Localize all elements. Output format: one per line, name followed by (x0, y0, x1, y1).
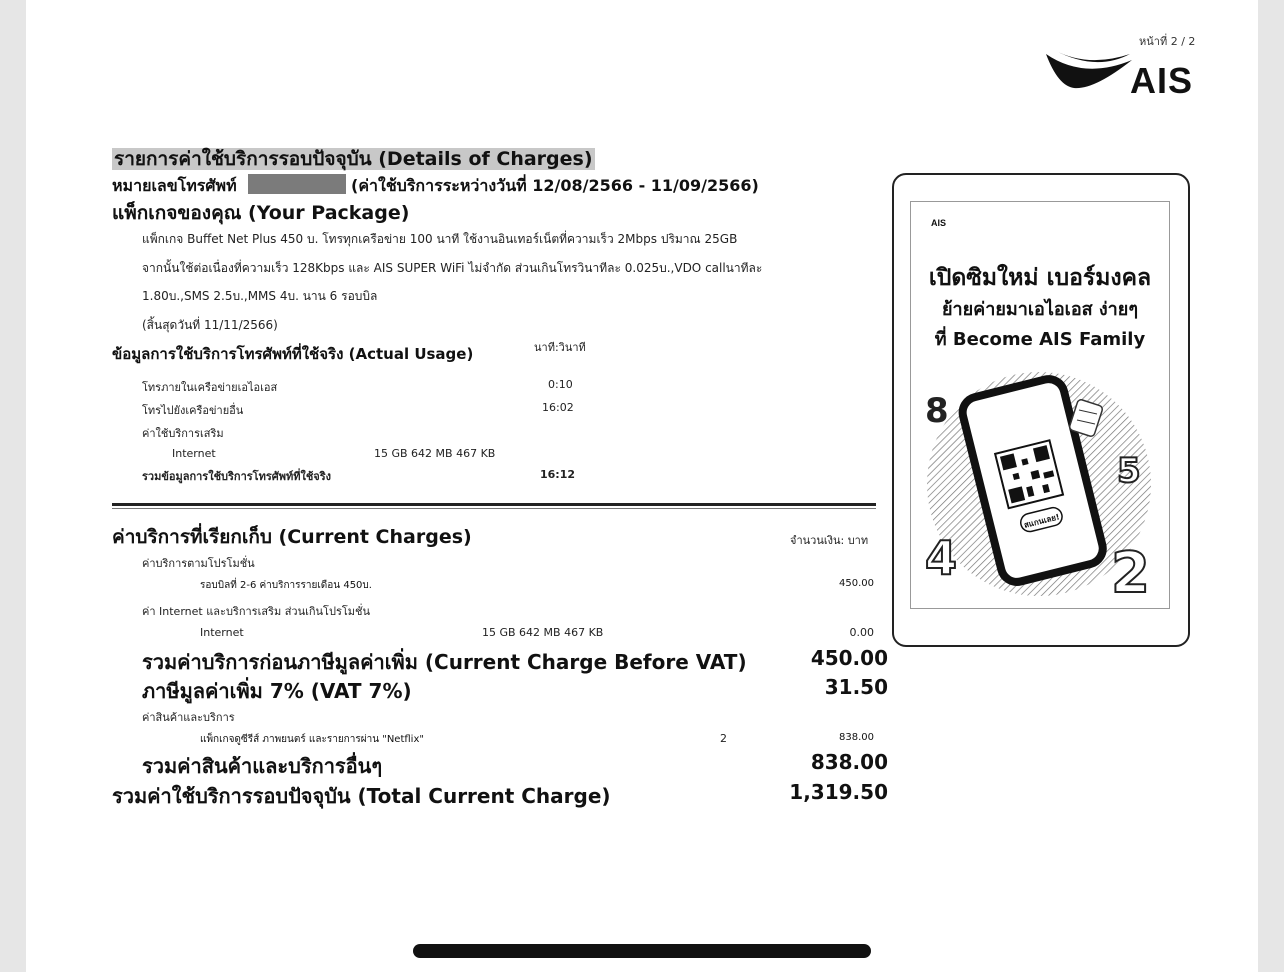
goods-label: ค่าสินค้าและบริการ (142, 711, 235, 724)
scan-badge: สแกนเลย! (1023, 512, 1061, 530)
phone-qr-illustration (921, 362, 1161, 602)
promo-label: ค่าบริการตามโปรโมชั่น (142, 557, 255, 570)
page-title: รายการค่าใช้บริการรอบปัจจุบัน (Details of Charges) (114, 148, 593, 170)
vat-label: ภาษีมูลค่าเพิ่ม 7% (VAT 7%) (142, 679, 412, 703)
ad-subline-2: ที่ Become AIS Family (934, 329, 1146, 350)
ais-logo (1044, 46, 1210, 108)
usage-extra-label: ค่าใช้บริการเสริม (142, 427, 224, 440)
lucky-digit: 2 (1111, 541, 1150, 602)
page-number: หน้าที่ 2 / 2 (1139, 35, 1196, 48)
ad-headline: เปิดซิมใหม่ เบอร์มงคล (928, 265, 1152, 291)
extra-label: ค่า Internet และบริการเสริม ส่วนเกินโปรโมชั่น (142, 605, 371, 618)
charges-title: ค่าบริการที่เรียกเก็บ (Current Charges) (112, 526, 472, 548)
package-title: แพ็กเกจของคุณ (Your Package) (112, 202, 410, 224)
section-divider (112, 503, 876, 506)
section-divider-thin (112, 508, 876, 509)
usage-row-value: 16:02 (542, 401, 574, 414)
ais-logo-text: AIS (1130, 60, 1194, 101)
goods-total-amount: 838.00 (810, 750, 888, 774)
package-line-1: แพ็กเกจ Buffet Net Plus 450 บ. โทรทุกเครือข่าย 100 นาที ใช้งานอินเทอร์เน็ตที่ความเร็ว 2Mbps ปริมาณ 25GB (142, 232, 738, 246)
promo-item: รอบบิลที่ 2-6 ค่าบริการรายเดือน 450บ. (200, 580, 372, 591)
redacted-phone-number (248, 174, 346, 194)
ad-subline: ย้ายค่ายมาเอไอเอส ง่ายๆ (941, 299, 1139, 320)
internet-amount: 0.00 (849, 626, 874, 639)
home-indicator[interactable] (413, 944, 871, 958)
promo-ad-inner (910, 201, 1170, 609)
lucky-digit: 5 (1117, 451, 1141, 491)
promo-ad-card (892, 173, 1190, 647)
internet-label: Internet (200, 626, 244, 639)
bill-page (26, 0, 1258, 972)
goods-qty: 2 (720, 732, 727, 745)
goods-total-label: รวมค่าสินค้าและบริการอื่นๆ (142, 754, 383, 778)
usage-title: ข้อมูลการใช้บริการโทรศัพท์ที่ใช้จริง (Actual Usage) (112, 345, 474, 363)
grand-total-amount: 1,319.50 (789, 780, 888, 804)
goods-amount: 838.00 (839, 732, 874, 743)
lucky-digit: 4 (925, 531, 958, 585)
usage-internet-value: 15 GB 642 MB 467 KB (374, 447, 496, 460)
usage-total-label: รวมข้อมูลการใช้บริการโทรศัพท์ที่ใช้จริง (142, 470, 332, 483)
usage-total-value: 16:12 (540, 468, 576, 481)
usage-unit: นาที:วินาที (534, 341, 586, 354)
currency-label: จำนวนเงิน: บาท (790, 534, 869, 547)
lucky-digit: 8 (925, 391, 949, 431)
phone-label: หมายเลขโทรศัพท์ (112, 176, 237, 195)
usage-row-label: โทรไปยังเครือข่ายอื่น (142, 404, 244, 417)
vat-amount: 31.50 (824, 675, 888, 699)
swoosh-icon (1044, 46, 1134, 96)
before-vat-label: รวมค่าบริการก่อนภาษีมูลค่าเพิ่ม (Current Charge Before VAT) (142, 650, 747, 674)
billing-period: (ค่าใช้บริการระหว่างวันที่ 12/08/2566 - 11/09/2566) (351, 176, 759, 195)
goods-item: แพ็กเกจดูซีรีส์ ภาพยนตร์ และรายการผ่าน "Netflix" (200, 734, 424, 745)
promo-amount: 450.00 (839, 578, 874, 589)
package-line-3: 1.80บ.,SMS 2.5บ.,MMS 4บ. นาน 6 รอบบิล (142, 289, 378, 303)
package-line-4: (สิ้นสุดวันที่ 11/11/2566) (142, 318, 278, 332)
before-vat-amount: 450.00 (810, 646, 888, 670)
internet-usage: 15 GB 642 MB 467 KB (482, 626, 604, 639)
usage-row-value: 0:10 (548, 378, 573, 391)
ad-logo: AIS (931, 218, 947, 228)
package-line-2: จากนั้นใช้ต่อเนื่องที่ความเร็ว 128Kbps และ AIS SUPER WiFi ไม่จำกัด ส่วนเกินโทรวินาทีละ 0.025บ.,VDO callนาทีละ (142, 261, 763, 275)
usage-row-label: โทรภายในเครือข่ายเอไอเอส (142, 381, 278, 394)
usage-internet-label: Internet (172, 447, 216, 460)
grand-total-label: รวมค่าใช้บริการรอบปัจจุบัน (Total Current Charge) (112, 784, 611, 808)
